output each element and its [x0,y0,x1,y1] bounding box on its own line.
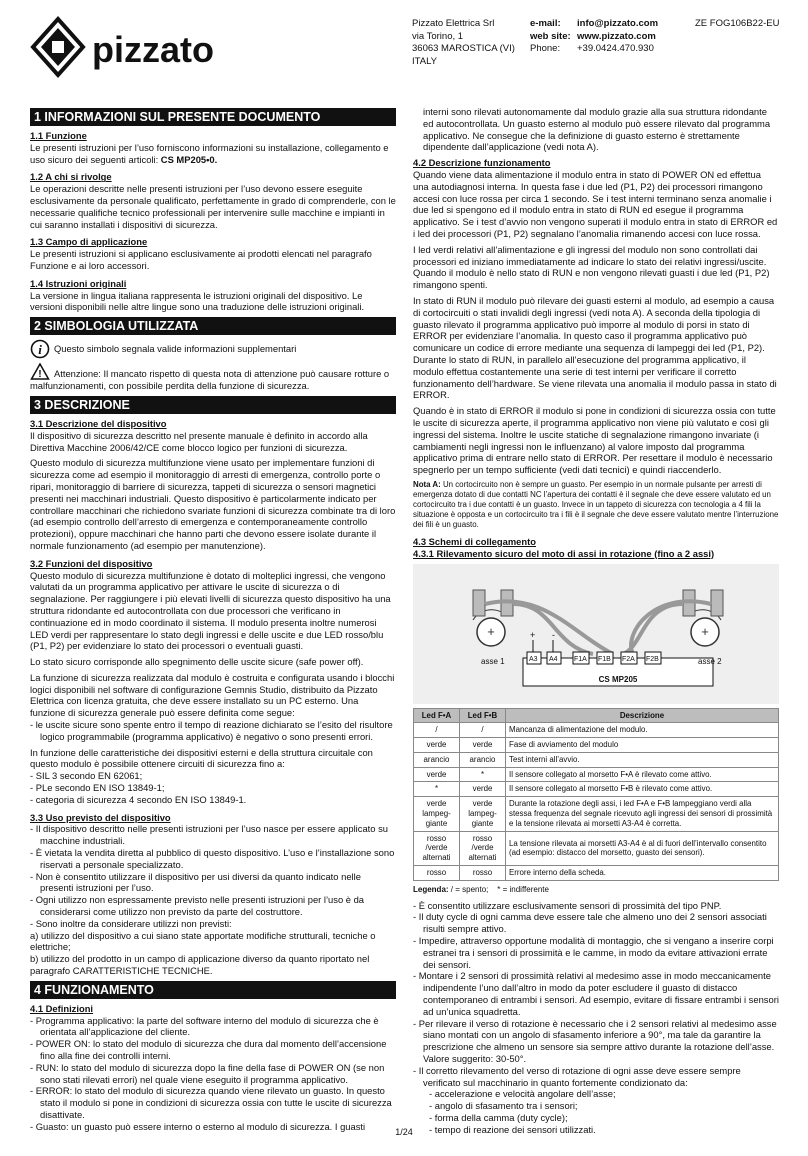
svg-text:CS MP205: CS MP205 [598,674,638,684]
table-row: verde lampeg-giante verde lampeg-giante Durante la rotazione degli assi, i led F•A e F•B lampeggiano verdi alla stessa frequenza del segnale ricevuto agli ingressi dei sensori di prossimità e la tensione rilevata ai morsetti A3-A4 è corretta. [414,797,779,831]
ple-list-item: - PLe secondo EN ISO 13849-1; [30,782,165,794]
section-4-3-1-title: 4.3.1 Rilevamento sicuro del moto di assi in rotazione (fino a 2 assi) [413,547,715,559]
right-column [413,106,779,1136]
document-id: ZE FOG106B22-EU [695,18,780,29]
company-address: Pizzato Elettrica Srl via Torino, 1 36063 MAROSTICA (VI) ITALY [412,18,515,67]
section-1-1-title: 1.1 Funzione [30,130,87,141]
list-item: - Il dispositivo descritto nelle presenti istruzioni per l’uso nasce per essere applicato su macchine industriali. [30,823,388,847]
section-1-1-text: Le presenti istruzioni per l’uso forniscono informazioni su installazione, collegamento e uso sicuro dei seguenti articoli: CS MP205•0. [30,141,389,165]
warning-icon [30,363,50,380]
sensor-right-2 [711,590,723,616]
svg-text:F1A: F1A [574,655,587,663]
info-icon [30,339,50,359]
section-4-2-title: 4.2 Descrizione funzionamento [413,157,551,169]
sil-list-item: - SIL 3 secondo EN 62061; [30,770,143,782]
table-row: / / Mancanza di alimentazione del modulo. [414,723,779,738]
table-row: rosso rosso Errore interno della scheda. [414,866,779,881]
section-4-1-title: 4.1 Definizioni [30,1002,94,1014]
section-4-2-paragraph: Quando è in stato di ERROR il modulo si pone in condizioni di sicurezza ossia con tutte le uscite di sicurezza aperte, il programma applicativo non viene più valutato e così gli ingressi del sistema. Inoltre le uscite statiche di segnalazione rimangono invariate (i cambiamenti negli ingressi non le influenzano) al valore imposto dal programma applicativo prima di entrare nello stato di ERROR. Per resettare il modulo è necessario spegnerlo per un tempo sufficiente (vedi dati tecnici) e quindi riaccenderlo. [413,405,776,476]
svg-text:F1B: F1B [598,655,611,663]
pizzato-logo [30,16,220,78]
section-1-3-text: Le presenti istruzioni si applicano esclusivamente ai prodotti elencati nel paragrafo Funzione e ai loro accessori. [30,248,372,271]
section-3-2-paragraph: Questo modulo di sicurezza multifunzione è dotato di molteplici ingressi, che vengono valutati da un programma applicativo per attivare le uscite di sicurezza o di segnalazione. Per raggiungere i più elevati livelli di sicurezza questo dispositivo ha una struttura ridondante ed autocontrollata con due processori che verificano in continuazione ed in modo coordinato il sistema. Il modulo presenta inoltre numerosi LED verdi per rappresentare lo stato degli ingressi e delle uscite e due LED rosso/blu (P1, P2) per evidenziare lo stato dei processori o eventuali guasti. [30,569,391,652]
list-item: - È consentito utilizzare esclusivamente sensori di prossimità del tipo PNP. [413,899,722,911]
continued-paragraph: interni sono rilevati autonomamente dal modulo grazie alla sua struttura ridondante ed autocontrollata. Un guasto esterno al modulo può essere rilevato dal programma applicativo. Ne consegue che la definizione di guasto esterno è strettamente dipendente dall’applicazione (vedi nota A). [423,106,771,153]
list-item: - Montare i 2 sensori di prossimità relativi al medesimo asse in modo meccanicamente indipendente l’uno dall’altro in modo da poter escludere il guasto di distacco contemporaneo di entrambi i sensori. Ad esempio, evitare di fissare entrambi i sensori ad un’unica squadretta. [413,970,779,1017]
section-4-3-title: 4.3 Schemi di collegamento [413,535,536,547]
list-item: b) utilizzo del prodotto in un campo di applicazione diverso da quanto riportato nel paragrafo CARATTERISTICHE TECNICHE. [30,953,370,977]
list-item: - Il corretto rilevamento del verso di rotazione di ogni asse deve essere sempre verificato sul macchinario in quanto fortemente condizionato da: [413,1064,741,1088]
svg-text:-: - [552,629,555,640]
wiring-diagram [413,564,779,704]
list-item: - Il duty cycle di ogni camma deve essere tale che almeno uno dei 2 sensori associati risulti sempre attivo. [413,911,767,935]
svg-text:F2B: F2B [646,655,659,663]
section-1-4-title: 1.4 Istruzioni originali [30,277,127,289]
list-item: - Ogni utilizzo non espressamente previsto nelle presenti istruzioni per l’uso è da considerarsi come utilizzo non previsto da parte del costruttore. [30,894,365,918]
definition-item: - Guasto: un guasto può essere interno o esterno al modulo di sicurezza. I guasti [30,1120,366,1132]
svg-text:i: i [38,342,42,358]
definition-item: - POWER ON: lo stato del modulo di sicurezza che dura dal momento dell’accensione fino alla fine dei controlli interni. [30,1038,387,1061]
table-row: * verde Il sensore collegato al morsetto F•B è rilevato come attivo. [414,782,779,797]
section-3-2-paragraph: La funzione di sicurezza realizzata dal modulo è costruita e configurata usando i blocchi logici disponibili nel software di configurazione Gemnis Studio, distribuito da Pizzato Elettrica con licenza gratuita, che deve essere installato su un PC esterno. Una funzione di sicurezza generale può essere definita come segue: [30,671,395,719]
email-link[interactable]: info@pizzato.com [577,18,659,29]
table-legend: Legenda: / = spento; * = indifferente [413,884,549,894]
section-4-2-paragraph: I led verdi relativi all’alimentazione e gli ingressi del modulo non sono controllati dai processori ed iniziano immediatamente ad indicare lo stato dei relativi ingressi/uscite. Quando il modulo è nello stato di RUN e non vengono rilevati guasti i due led (P1, P2) rimangono spenti. [413,243,770,291]
web-link[interactable]: www.pizzato.com [577,30,656,42]
section-3-1-title: 3.1 Descrizione del dispositivo [30,417,167,429]
list-item: - Sono inoltre da considerare utilizzi non previsti: [30,917,232,929]
list-item: - Per rilevare il verso di rotazione è necessario che i 2 sensori relativi al medesimo asse siano montati con un angolo di sfasamento inferiore a 90°, ma tale da garantire la prescrizione che almeno un sensore sia sempre attivo durante la rotazione dell’asse. Valore suggerito: 30-50°. [413,1017,777,1065]
section-1-title: 1 INFORMAZIONI SUL PRESENTE DOCUMENTO [30,108,396,126]
svg-text:+: + [701,623,709,639]
svg-text:+: + [487,623,495,639]
note-a: Nota A: Un cortocircuito non è sempre un guasto. Per esempio in un normale pulsante per arresti di emergenza dotato di due contatti NC l’apertura dei contatti è il segnale che deve essere valutato ed un cortocircuito tra i due contatti è un guasto. Invece in un tappeto di sicurezza con tecnologia a 4 fili la situazione è opposta e un cortocircuito tra i fili è il segnale che deve essere valutato mentre l’interruzione dei fili è un guasto. [413,479,779,529]
table-row: arancio arancio Test interni all’avvio. [414,752,779,767]
sub-list-item: - forma della camma (duty cycle); [429,1112,568,1123]
category-list-item: - categoria di sicurezza 4 secondo EN ISO 13849-1. [30,793,247,805]
table-row: verde verde Fase di avviamento del modulo [414,738,779,753]
section-3-2-paragraph: Lo stato sicuro corrisponde allo spegnimento delle uscite sicure (safe power off). [30,656,364,668]
section-3-1-paragraph: Questo modulo di sicurezza multifunzione viene usato per implementare funzioni di sicurezza come ad esempio il monitoraggio di arresti di emergenza, controllo porte o ripari, monitoraggio di barriere di sicurezza, tappeti di sicurezza o sensori magnetici presenti nei macchinari industriali. Questo dispositivo è particolarmente indicato per controllare macchinari che richiedono svariate funzioni di sicurezza combinate tra di loro (ad esempio controllo dell’arresto di emergenza e contemporaneamente controllo protezioni), oppure macchinari che hanno parti che devono essere isolate durante il normale funzionamento (ad esempio per manutenzione). [30,457,396,551]
brand-text: pizzato [92,29,214,70]
section-4-2-paragraph: Durante lo stato di RUN, in parallelo all’esecuzione del programma applicativo, il modulo effettua costantemente una serie di test interni per verificare il corretto funzionamento dell’hardware. Se viene rilevata una anomalia il modulo passa in stato di ERROR. [413,353,777,401]
left-column [30,106,396,1133]
list-item: a) utilizzo del dispositivo a cui siano state apportate modifiche strutturali, tecniche o elettriche; [30,929,376,953]
list-item: - Non è consentito utilizzare il dispositivo per usi diversi da quanto indicato nelle presenti istruzioni per l’uso. [30,870,361,894]
list-item: - È vietata la vendita diretta al pubblico di questo dispositivo. L’uso e l’installazione sono riservati a personale specializzato. [30,847,395,870]
sub-list-item: - accelerazione e velocità angolare dell’asse; [429,1088,616,1100]
section-2-title: 2 SIMBOLOGIA UTILIZZATA [30,317,396,335]
sub-list-item: - tempo di reazione dei sensori utilizzati. [429,1123,596,1135]
page-header [0,0,808,100]
section-3-2-title: 3.2 Funzioni del dispositivo [30,557,153,569]
section-1-2-title: 1.2 A chi si rivolge [30,171,112,183]
svg-text:!: ! [38,369,42,381]
section-4-2-paragraph: Quando viene data alimentazione il modulo entra in stato di POWER ON ed effettua una autodiagnosi interna. In questa fase i due led (P1, P2) dei processori rimangono accesi con luce rossa per circa 1 secondo. Se i test interni terminano senza anomalie i due led si spengono ed il modulo entra in stato di RUN ed esegue il programma applicativo. Se i test d’avvio non vengono superati il modulo entra in stato di ERROR ed i led dei processori (P1, P2) segnalano l’anomalia rimanendo accesi con luce rossa. [413,168,778,239]
svg-text:A4: A4 [549,655,558,663]
definition-item: - ERROR: lo stato del modulo di sicurezza quando viene rilevato un guasto. In questo stato il modulo si pone in condizioni di sicurezza ossia con tutte le uscite di sicurezza disattivate. [30,1085,392,1120]
svg-text:A3: A3 [529,655,538,663]
sensor-left-1 [473,590,485,616]
section-1-3-title: 1.3 Campo di applicazione [30,236,148,248]
warning-symbol-row: ! Attenzione: Il mancato rispetto di questa nota di attenzione può causare rotture o malfunzionamenti, con possibile perdita della funzione di sicurezza. [30,363,396,392]
section-1-2-text: Le operazioni descritte nelle presenti istruzioni per l’uso devono essere eseguite esclusivamente da personale qualificato, perfettamente in grado di comprenderle, con le necessarie qualifiche tecnico professionali per intervenire sulle macchine e impianti in cui saranno installati i dispositivi di sicurezza. [30,183,396,230]
section-3-3-title: 3.3 Uso previsto del dispositivo [30,811,171,823]
info-symbol-row: i Questo simbolo segnala valide informazioni supplementari [30,339,396,359]
svg-text:F2A: F2A [622,655,635,663]
svg-text:asse 1: asse 1 [481,656,505,666]
led-status-table: Led F•A Led F•B Descrizione / / Mancanza di alimentazione del modulo. verde verde Fase di avviamento del modulo arancio arancio Test interni all’avvio. verde * Il sensore collegato al morsetto F•A è rilevato come attivo. * verde Il sensore collegato al morsetto F•B è rilevato come attivo. verde lampeg-giante verde lampeg-giante Durante la rotazione degli assi, i led F•A e F•B lampeggiano verdi alla stessa frequenza del segnale ricevuto agli ingressi dei sensori di prossimità e la tensione rilevata ai morsetti A3-A4 è corretta. rosso /verde alternati rosso /verde alternati La tensione rilevata ai morsetti A3-A4 è al di fuori dell’intervallo consentito (ad esempio: distacco del morsetto, guasto dei sensori). rosso rosso Errore interno della scheda. [413,708,779,881]
company-contacts: e-mail: info@pizzato.com web site: www.pizzato.com Phone: +39.0424.470.930 [530,18,659,54]
section-4-title: 4 FUNZIONAMENTO [30,981,396,999]
sub-list-item: - angolo di sfasamento tra i sensori; [429,1100,578,1112]
section-4-2-paragraph: In stato di RUN il modulo può rilevare dei guasti esterni al modulo, ad esempio a causa di cortocircuiti o stati invalidi degli ingressi (vedi nota A). A seconda della tipologia di guasto rilevato il programma applicativo può imporre al modulo di porsi in stato di ERROR per evidenziare l’anomalia. In questo caso il programma applicativo può comunicare un codice di errore mediante una sequenza di lampeggi dei led (P1, P2). [413,294,775,354]
page-number: 1/24 [395,1127,413,1137]
list-item: - Impedire, attraverso opportune modalità di montaggio, che si vengano a inserire corpi estranei tra i sensori di prossimità e le camme, in modo da evitare attivazioni errate dei sensori. [413,935,774,970]
section-3-title: 3 DESCRIZIONE [30,396,396,414]
section-1-4-text: La versione in lingua italiana rappresenta le istruzioni originali del dispositivo. Le versioni disponibili nelle altre lingue sono una traduzione delle istruzioni originali. [30,289,365,313]
section-3-2-paragraph: In funzione delle caratteristiche dei dispositivi esterni e della struttura circuitale con questo modulo è possibile ottenere circuiti di sicurezza fino a: [30,746,373,770]
definition-item: - Programma applicativo: la parte del software interno del modulo di sicurezza che è orientata all’applicazione del cliente. [30,1014,379,1038]
definition-item: - RUN: lo stato del modulo di sicurezza dopo la fine della fase di POWER ON (se non sono stati rilevati errori) nel quale viene eseguito il programma applicativo. [30,1061,385,1085]
svg-text:+: + [530,629,536,640]
table-row: rosso /verde alternati rosso /verde alternati La tensione rilevata ai morsetti A3-A4 è al di fuori dell’intervallo consentito (ad esempio: distacco del morsetto, guasto dei sensori). [414,831,779,865]
table-row: verde * Il sensore collegato al morsetto F•A è rilevato come attivo. [414,767,779,782]
svg-text:asse 2: asse 2 [698,656,722,666]
section-3-2-list-item: - le uscite sicure sono spente entro il tempo di reazione dichiarato se l’esito del risultore logico programmabile (programma applicativo) è negativo o sono presenti errori. [30,719,393,742]
section-3-1-paragraph: Il dispositivo di sicurezza descritto nel presente manuale è definito in accordo alla Direttiva Macchine 2006/42/CE come blocco logico per funzioni di sicurezza. [30,429,368,453]
